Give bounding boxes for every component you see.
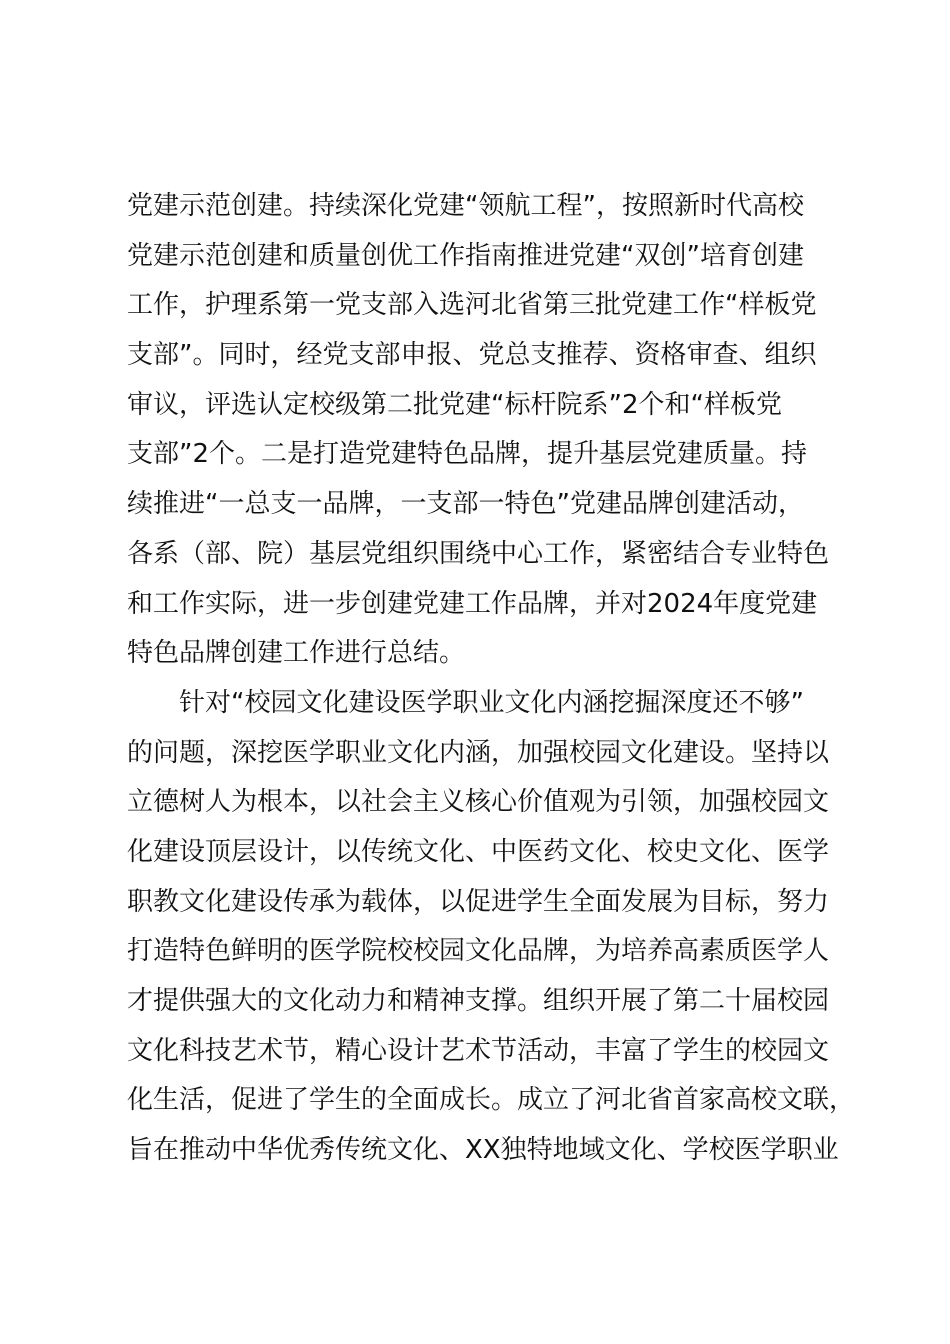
text-line: 文化科技艺术节，精心设计艺术节活动，丰富了学生的校园文: [127, 1035, 830, 1066]
text-line: 职教文化建设传承为载体，以促进学生全面发展为目标，努力: [127, 886, 830, 917]
paragraph-1: [127, 182, 847, 679]
text-line: 审议，评选认定校级第二批党建“标杆院系”2个和“样板党: [127, 389, 782, 420]
text-line: 党建示范创建和质量创优工作指南推进党建“双创”培育创建: [127, 240, 804, 271]
document-body: [127, 182, 856, 1176]
text-line: 化建设顶层设计，以传统文化、中医药文化、校史文化、医学: [127, 836, 830, 867]
text-line: 续推进“一总支一品牌，一支部一特色”党建品牌创建活动，: [127, 489, 804, 520]
text-line: 旨在推动中华优秀传统文化、XX独特地域文化、学校医学职业: [127, 1135, 839, 1166]
text-line: 针对“校园文化建设医学职业文化内涵挖掘深度还不够”: [179, 687, 804, 718]
text-line: 特色品牌创建工作进行总结。: [127, 638, 466, 669]
text-line: 各系（部、院）基层党组织围绕中心工作，紧密结合专业特色: [127, 538, 830, 569]
text-line: 工作，护理系第一党支部入选河北省第三批党建工作“样板党: [127, 290, 817, 321]
text-line: 支部”2个。二是打造党建特色品牌，提升基层党建质量。持: [127, 439, 808, 470]
text-line: 立德树人为根本，以社会主义核心价值观为引领，加强校园文: [127, 787, 830, 818]
text-line: 打造特色鲜明的医学院校校园文化品牌，为培养高素质医学人: [127, 936, 830, 967]
paragraph-2: [127, 679, 856, 1176]
text-line: 才提供强大的文化动力和精神支撑。组织开展了第二十届校园: [127, 986, 830, 1016]
text-line: 的问题，深挖医学职业文化内涵，加强校园文化建设。坚持以: [127, 737, 830, 768]
text-line: 党建示范创建。持续深化党建“领航工程”，按照新时代高校: [127, 191, 804, 221]
text-line: 支部”。同时，经党支部申报、党总支推荐、资格审查、组织: [127, 340, 817, 371]
text-line: 和工作实际，进一步创建党建工作品牌，并对2024年度党建: [127, 588, 818, 619]
text-line: 化生活，促进了学生的全面成长。成立了河北省首家高校文联，: [127, 1085, 856, 1116]
